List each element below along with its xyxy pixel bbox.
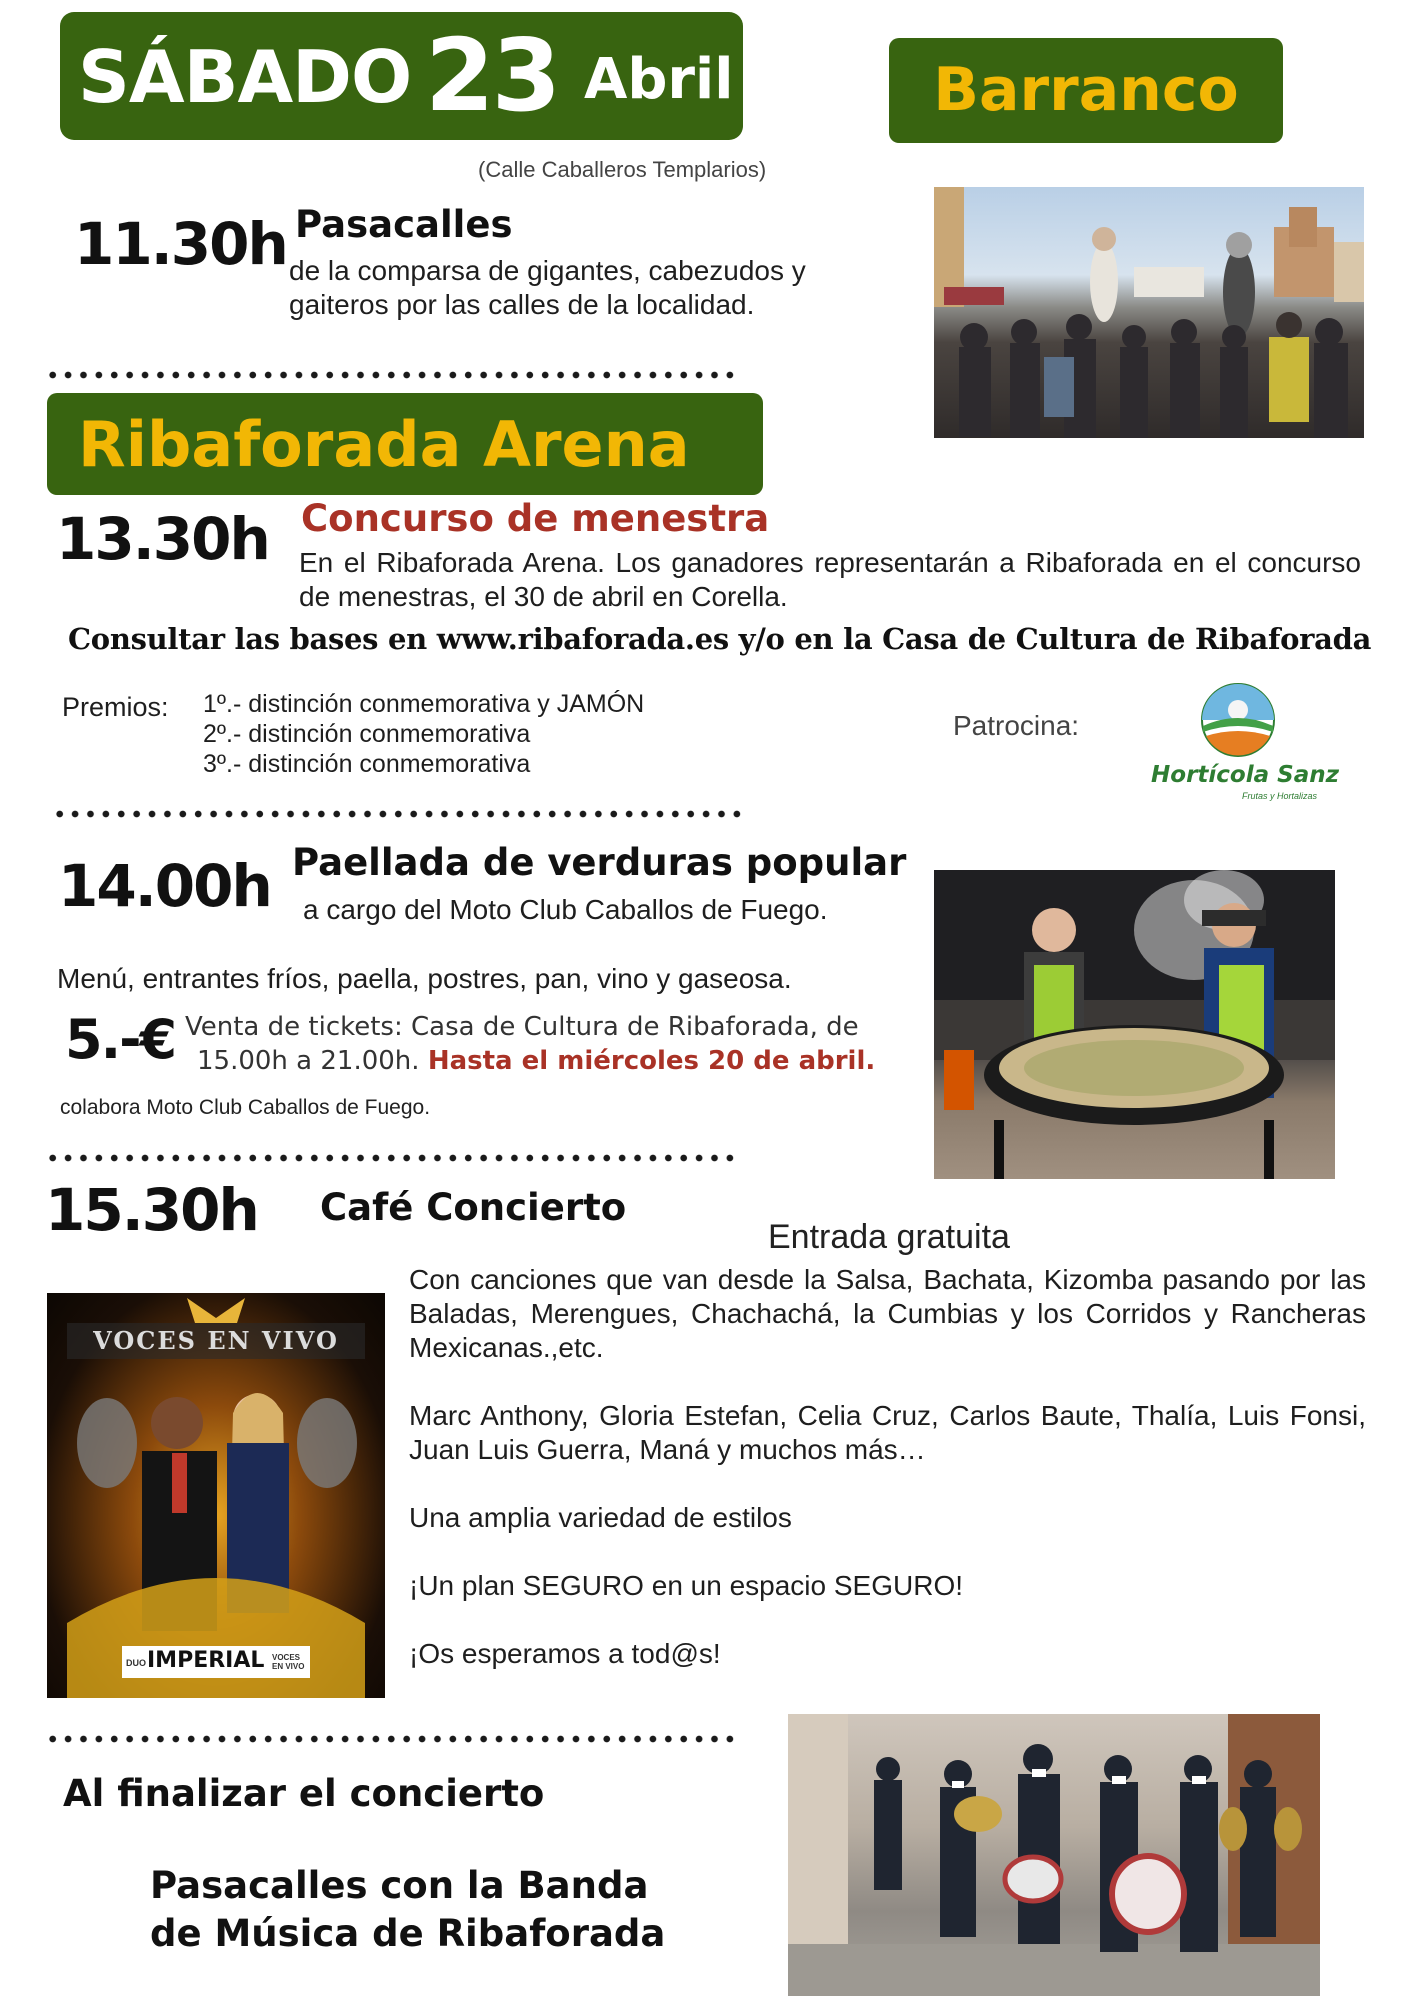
event3-time: 14.00h xyxy=(58,852,271,920)
event1-time: 11.30h xyxy=(74,210,287,278)
event3-tickets xyxy=(185,1010,885,1078)
event4-para4: ¡Un plan SEGURO en un espacio SEGURO! xyxy=(409,1570,964,1601)
prize-item: 2º.- distinción conmemorativa xyxy=(203,720,531,748)
location-badge-label: Barranco xyxy=(933,55,1239,125)
date-day-number: 23 xyxy=(425,17,559,134)
sponsor-logo-icon xyxy=(1150,680,1340,760)
prize-item: 3º.- distinción conmemorativa xyxy=(203,750,531,778)
tickets-deadline: Hasta el miércoles 20 de abril. xyxy=(427,1046,876,1076)
poster-duo: DUO xyxy=(126,1658,146,1668)
tickets-line1: Venta de tickets: Casa de Cultura de Ribaforada, de xyxy=(185,1012,859,1042)
event1-title: Pasacalles xyxy=(295,203,513,246)
date-month: Abril xyxy=(584,47,734,112)
event3-subtitle: a cargo del Moto Club Caballos de Fuego. xyxy=(303,894,828,925)
event3-price: 5.-€ xyxy=(65,1008,176,1071)
divider-4 xyxy=(45,1735,740,1743)
event2-time: 13.30h xyxy=(56,505,269,573)
event2-title: Concurso de menestra xyxy=(301,497,770,540)
sponsor-logo-tagline: Frutas y Hortalizas xyxy=(1242,791,1318,801)
sponsor-logo xyxy=(1150,680,1340,810)
event2-rules-note: Consultar las bases en www.ribaforada.es y/o en la Casa de Cultura de Ribaforada xyxy=(68,622,1372,656)
poster-tag: VOCES EN VIVO xyxy=(272,1653,305,1671)
concert-poster xyxy=(47,1293,385,1698)
event4-text xyxy=(409,1263,1366,1671)
prize-list xyxy=(203,689,644,779)
pasacalles-photo xyxy=(934,187,1364,438)
poster-banner: VOCES EN VIVO xyxy=(93,1326,339,1355)
event3-title: Paellada de verduras popular xyxy=(292,841,907,884)
prizes-label: Premios: xyxy=(62,692,169,722)
divider-2 xyxy=(52,810,747,818)
sponsor-label: Patrocina: xyxy=(953,710,1080,741)
band-photo xyxy=(788,1714,1320,1996)
event2-description: En el Ribaforada Arena. Los ganadores representarán a Ribaforada en el concurso de menestras, el 30 de abril en Corella. xyxy=(299,547,1361,612)
event1-description: de la comparsa de gigantes, cabezudos y gaiteros por las calles de la localidad. xyxy=(289,255,806,320)
event4-title: Café Concierto xyxy=(320,1186,627,1229)
event5-title: Pasacalles con la Banda de Música de Ribaforada xyxy=(150,1864,666,1955)
event4-para3: Una amplia variedad de estilos xyxy=(409,1502,792,1533)
venue-banner-label: Ribaforada Arena xyxy=(78,408,690,481)
event5-intro: Al finalizar el concierto xyxy=(63,1772,545,1815)
sponsor-logo-text: Hortícola Sanz xyxy=(1151,762,1339,788)
divider-3 xyxy=(45,1154,740,1162)
event3-menu: Menú, entrantes fríos, paella, postres, pan, vino y gaseosa. xyxy=(57,963,792,994)
street-note: (Calle Caballeros Templarios) xyxy=(478,157,767,182)
event4-para2: Marc Anthony, Gloria Estefan, Celia Cruz, Carlos Baute, Thalía, Luis Fonsi, Juan Luis Guerra, Maná y muchos más… xyxy=(409,1400,1366,1465)
tickets-line2: 15.00h a 21.00h. xyxy=(197,1046,420,1076)
event4-para5: ¡Os esperamos a tod@s! xyxy=(409,1638,721,1669)
prize-item: 1º.- distinción conmemorativa y JAMÓN xyxy=(203,690,645,718)
event4-time: 15.30h xyxy=(45,1176,258,1244)
poster-name: IMPERIAL xyxy=(147,1648,265,1673)
event4-entry: Entrada gratuita xyxy=(768,1218,1010,1256)
paella-photo xyxy=(934,870,1335,1179)
divider-1 xyxy=(45,371,740,379)
event3-collaborator: colabora Moto Club Caballos de Fuego. xyxy=(60,1096,431,1119)
event4-para1: Con canciones que van desde la Salsa, Bachata, Kizomba pasando por las Baladas, Merengues, Chachachá, la Cumbias y los Corridos y Rancheras Mexicanas.,etc. xyxy=(409,1264,1366,1363)
date-day-word: SÁBADO xyxy=(78,35,412,119)
